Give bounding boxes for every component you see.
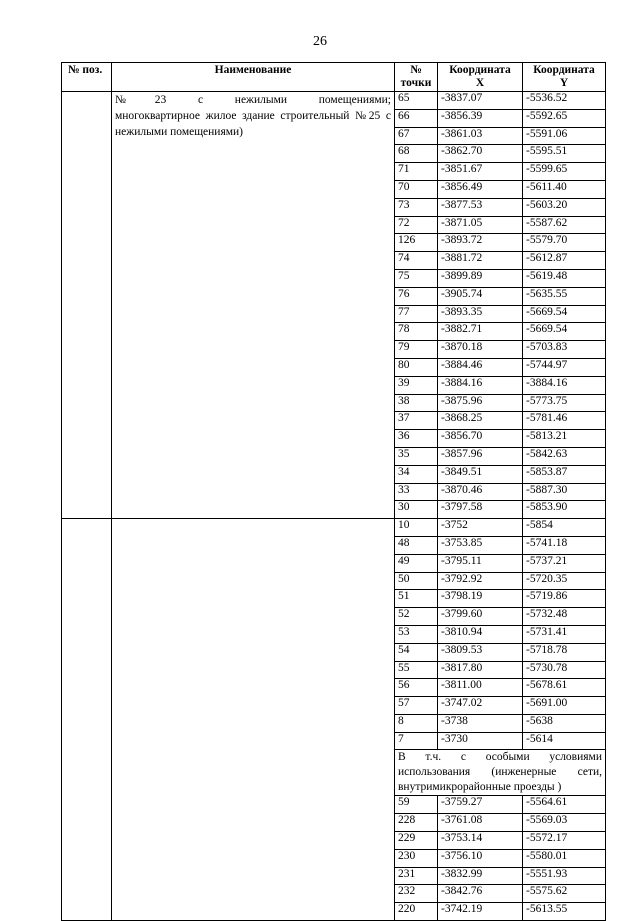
coordinate-y-cell: -5813.21 — [523, 430, 606, 448]
coordinate-x-cell: -3759.27 — [438, 796, 523, 814]
coordinate-x-cell: -3884.46 — [438, 358, 523, 376]
coordinate-x-cell: -3851.67 — [438, 163, 523, 181]
point-number-cell: 229 — [395, 832, 438, 850]
coordinate-y-cell: -5536.52 — [523, 92, 606, 110]
point-number-cell: 38 — [395, 394, 438, 412]
point-number-cell: 74 — [395, 252, 438, 270]
header-x — [438, 63, 523, 92]
coordinate-y-cell: -5718.78 — [523, 643, 606, 661]
coordinate-y-cell: -5730.78 — [523, 661, 606, 679]
coordinate-x-cell: -3884.16 — [438, 376, 523, 394]
coordinate-x-cell: -3882.71 — [438, 323, 523, 341]
coordinate-x-cell: -3809.53 — [438, 643, 523, 661]
table-row — [62, 519, 606, 537]
coordinate-y-cell: -5613.55 — [523, 903, 606, 921]
coordinate-x-cell: -3856.49 — [438, 180, 523, 198]
coordinate-x-cell: -3893.35 — [438, 305, 523, 323]
header-pos — [62, 63, 112, 92]
coordinate-y-cell: -5691.00 — [523, 697, 606, 715]
header-point-line2: точки — [400, 77, 432, 89]
coordinate-x-cell: -3742.19 — [438, 903, 523, 921]
coordinate-y-cell: -5638 — [523, 714, 606, 732]
point-number-cell: 48 — [395, 536, 438, 554]
point-number-cell: 220 — [395, 903, 438, 921]
coordinate-x-cell: -3868.25 — [438, 412, 523, 430]
table-header-row — [62, 63, 606, 92]
point-number-cell: 30 — [395, 501, 438, 519]
point-number-cell: 73 — [395, 198, 438, 216]
header-y-line2: Y — [559, 77, 569, 89]
point-number-cell: 57 — [395, 697, 438, 715]
coordinate-x-cell: -3870.46 — [438, 483, 523, 501]
point-number-cell: 33 — [395, 483, 438, 501]
point-number-cell: 53 — [395, 625, 438, 643]
coordinate-x-cell: -3747.02 — [438, 697, 523, 715]
point-number-cell: 66 — [395, 109, 438, 127]
coordinate-y-cell: -5887.30 — [523, 483, 606, 501]
table-row — [62, 92, 606, 110]
coordinate-y-cell: -5635.55 — [523, 287, 606, 305]
coordinate-y-cell: -3884.16 — [523, 376, 606, 394]
header-y-line1: Координата — [533, 64, 595, 76]
page-number: 26 — [313, 34, 327, 49]
coordinate-y-cell: -5720.35 — [523, 572, 606, 590]
point-number-cell: 10 — [395, 519, 438, 537]
coordinate-y-cell: -5781.46 — [523, 412, 606, 430]
coordinate-x-cell: -3881.72 — [438, 252, 523, 270]
coordinate-y-cell: -5599.65 — [523, 163, 606, 181]
coordinate-x-cell: -3871.05 — [438, 216, 523, 234]
coordinate-y-cell: -5732.48 — [523, 608, 606, 626]
coordinate-y-cell: -5592.65 — [523, 109, 606, 127]
point-number-cell: 59 — [395, 796, 438, 814]
point-number-cell: 65 — [395, 92, 438, 110]
header-name-label: Наименование — [214, 64, 292, 76]
coordinate-y-cell: -5619.48 — [523, 269, 606, 287]
coordinate-y-cell: -5612.87 — [523, 252, 606, 270]
point-number-cell: 71 — [395, 163, 438, 181]
coordinate-x-cell: -3861.03 — [438, 127, 523, 145]
point-number-cell: 35 — [395, 447, 438, 465]
coordinate-x-cell: -3730 — [438, 732, 523, 750]
point-number-cell: 72 — [395, 216, 438, 234]
coordinate-x-cell: -3862.70 — [438, 145, 523, 163]
coordinate-y-cell: -5614 — [523, 732, 606, 750]
point-number-cell: 34 — [395, 465, 438, 483]
coordinate-x-cell: -3795.11 — [438, 554, 523, 572]
point-number-cell: 56 — [395, 679, 438, 697]
coordinate-y-cell: -5773.75 — [523, 394, 606, 412]
header-x-line1: Координата — [449, 64, 511, 76]
coordinate-y-cell: -5719.86 — [523, 590, 606, 608]
point-number-cell: 77 — [395, 305, 438, 323]
coordinate-y-cell: -5703.83 — [523, 341, 606, 359]
coordinate-x-cell: -3857.96 — [438, 447, 523, 465]
point-number-cell: 80 — [395, 358, 438, 376]
point-number-cell: 79 — [395, 341, 438, 359]
coordinate-x-cell: -3877.53 — [438, 198, 523, 216]
coordinate-y-cell: -5669.54 — [523, 305, 606, 323]
coordinate-x-cell: -3810.94 — [438, 625, 523, 643]
point-number-cell: 51 — [395, 590, 438, 608]
coordinate-x-cell: -3797.58 — [438, 501, 523, 519]
coordinate-y-cell: -5737.21 — [523, 554, 606, 572]
coordinate-x-cell: -3761.08 — [438, 814, 523, 832]
coordinate-x-cell: -3875.96 — [438, 394, 523, 412]
coordinate-y-cell: -5579.70 — [523, 234, 606, 252]
coordinate-y-cell: -5569.03 — [523, 814, 606, 832]
point-number-cell: 39 — [395, 376, 438, 394]
coordinate-y-cell: -5580.01 — [523, 849, 606, 867]
header-point — [395, 63, 438, 92]
coordinate-y-cell: -5731.41 — [523, 625, 606, 643]
position-cell — [62, 519, 112, 921]
point-number-cell: 231 — [395, 867, 438, 885]
coordinate-x-cell: -3798.19 — [438, 590, 523, 608]
header-y — [523, 63, 606, 92]
coordinate-x-cell: -3792.92 — [438, 572, 523, 590]
point-number-cell: 228 — [395, 814, 438, 832]
coordinate-y-cell: -5669.54 — [523, 323, 606, 341]
coordinate-x-cell: -3811.00 — [438, 679, 523, 697]
object-name-cell — [112, 519, 395, 921]
coordinate-y-cell: -5564.61 — [523, 796, 606, 814]
coordinate-x-cell: -3837.07 — [438, 92, 523, 110]
header-pos-label: № поз. — [68, 64, 103, 76]
object-name-rest: многоквартирное жилое здание строительный №25 с нежилыми помещениями) — [115, 110, 391, 138]
coordinate-x-cell: -3832.99 — [438, 867, 523, 885]
point-number-cell: 232 — [395, 885, 438, 903]
coordinate-x-cell: -3753.14 — [438, 832, 523, 850]
point-number-cell: 230 — [395, 849, 438, 867]
coordinate-x-cell: -3842.76 — [438, 885, 523, 903]
coordinate-x-cell: -3817.80 — [438, 661, 523, 679]
object-name-cell — [112, 92, 395, 519]
coordinate-y-cell: -5741.18 — [523, 536, 606, 554]
coordinate-y-cell: -5854 — [523, 519, 606, 537]
coordinate-y-cell: -5853.87 — [523, 465, 606, 483]
point-number-cell: 49 — [395, 554, 438, 572]
coordinate-y-cell: -5595.51 — [523, 145, 606, 163]
coordinate-x-cell: -3752 — [438, 519, 523, 537]
coordinate-y-cell: -5842.63 — [523, 447, 606, 465]
coordinate-x-cell: -3893.72 — [438, 234, 523, 252]
coordinate-y-cell: -5603.20 — [523, 198, 606, 216]
point-number-cell: 37 — [395, 412, 438, 430]
point-number-cell: 8 — [395, 714, 438, 732]
coordinate-y-cell: -5575.62 — [523, 885, 606, 903]
coordinate-y-cell: -5572.17 — [523, 832, 606, 850]
header-point-line1: № — [410, 64, 422, 76]
coordinate-x-cell: -3738 — [438, 714, 523, 732]
coordinate-y-cell: -5551.93 — [523, 867, 606, 885]
point-number-cell: 36 — [395, 430, 438, 448]
coordinate-y-cell: -5591.06 — [523, 127, 606, 145]
coordinate-y-cell: -5678.61 — [523, 679, 606, 697]
coordinate-y-cell: -5587.62 — [523, 216, 606, 234]
coordinate-x-cell: -3870.18 — [438, 341, 523, 359]
coordinate-x-cell: -3753.85 — [438, 536, 523, 554]
point-number-cell: 68 — [395, 145, 438, 163]
point-number-cell: 54 — [395, 643, 438, 661]
coordinate-x-cell: -3799.60 — [438, 608, 523, 626]
coordinate-y-cell: -5744.97 — [523, 358, 606, 376]
point-number-cell: 70 — [395, 180, 438, 198]
point-number-cell: 55 — [395, 661, 438, 679]
position-cell — [62, 92, 112, 519]
point-number-cell: 7 — [395, 732, 438, 750]
coordinate-y-cell: -5611.40 — [523, 180, 606, 198]
coordinate-x-cell: -3856.39 — [438, 109, 523, 127]
point-number-cell: 78 — [395, 323, 438, 341]
coordinate-y-cell: -5853.90 — [523, 501, 606, 519]
coordinate-x-cell: -3905.74 — [438, 287, 523, 305]
coordinate-x-cell: -3899.89 — [438, 269, 523, 287]
coordinate-x-cell: -3849.51 — [438, 465, 523, 483]
point-number-cell: 50 — [395, 572, 438, 590]
header-name — [112, 63, 395, 92]
point-number-cell: 76 — [395, 287, 438, 305]
header-x-line2: X — [475, 77, 485, 89]
point-number-cell: 67 — [395, 127, 438, 145]
special-conditions-note: В т.ч. с особыми условиями использования (инженерные сети, внутримикрорайонные проезды ) — [395, 750, 606, 796]
point-number-cell: 75 — [395, 269, 438, 287]
coordinates-table — [61, 62, 606, 921]
object-name-line1: №23 с нежилыми помещениями; — [115, 94, 391, 106]
coordinate-x-cell: -3756.10 — [438, 849, 523, 867]
coordinate-x-cell: -3856.70 — [438, 430, 523, 448]
point-number-cell: 126 — [395, 234, 438, 252]
point-number-cell: 52 — [395, 608, 438, 626]
